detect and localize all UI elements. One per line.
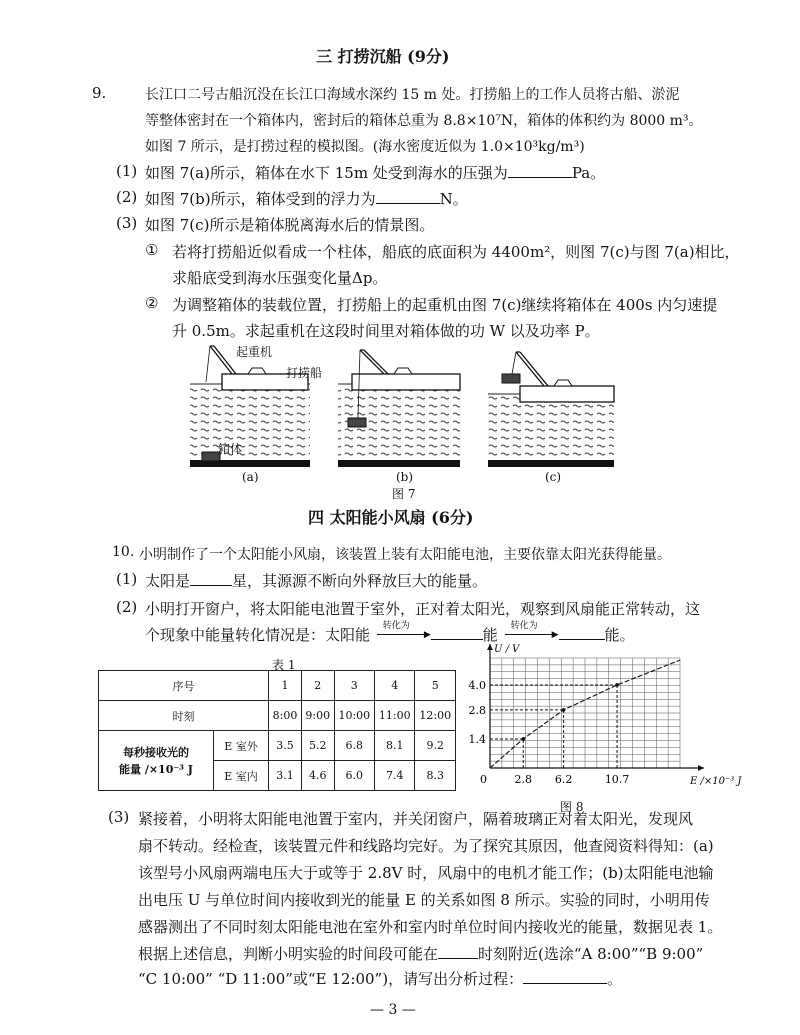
crane-c [516, 352, 548, 386]
energy-label-line-2: 能量 /×10⁻³ J [118, 762, 194, 776]
data-point [562, 708, 566, 712]
table-row-number [99, 671, 456, 701]
outdoor-1: 3.5 [269, 731, 302, 761]
part-1-mark: ① [145, 241, 159, 259]
part-2-line-2: 升 0.5m。求起重机在这段时间里对箱体做的功 W 以及功率 P。 [172, 322, 600, 340]
subfigure-b-label: (b) [396, 470, 414, 484]
x-axis-label: E /×10⁻³ J [690, 776, 742, 787]
part-10-2-number: (2) [116, 598, 138, 616]
time-2: 9:00 [301, 701, 334, 731]
part-10-3-final-end: 。 [607, 970, 623, 988]
column-5: 5 [415, 671, 456, 701]
answer-blank-buoyancy[interactable] [376, 189, 440, 204]
question-9-line-3: 如图 7 所示，是打捞过程的模拟图。(海水密度近似为 1.0×10³kg/m³) [145, 139, 585, 155]
subquestion-3-number: (3) [116, 214, 138, 232]
arrow-2-label: 转化为 [510, 621, 538, 631]
part-10-3-number: (3) [108, 808, 130, 826]
box-b [348, 418, 366, 427]
salvage-ship-c [520, 386, 614, 402]
part-10-2-line-2 [145, 621, 635, 645]
time-1: 8:00 [269, 701, 302, 731]
question-9-line-1: 长江口二号古船沉没在长江口海域水深约 15 m 处。打捞船上的工作人员将古船、淤泥 [145, 87, 680, 103]
indoor-5: 8.3 [415, 761, 456, 791]
x-tick-label: 10.7 [604, 773, 630, 786]
energy-label-line-1: 每秒接收光的 [123, 745, 189, 759]
box-c [502, 374, 520, 383]
answer-blank-energy-1[interactable] [431, 625, 483, 640]
answer-blank-time[interactable] [438, 944, 478, 959]
part-10-2-pre: 个现象中能量转化情况是：太阳能 [145, 626, 371, 644]
column-1: 1 [269, 671, 302, 701]
part-10-3-line-1: 紧接着，小明将太阳能电池置于室内，并关闭窗户，隔着玻璃正对着太阳光，发现风 [138, 810, 694, 828]
answer-blank-star-type[interactable] [190, 571, 232, 586]
part-10-3-line-5: 感器测出了不同时刻太阳能电池在室外和室内时单位时间内接收光的能量，数据见表 1。 [138, 918, 723, 936]
table-row-time [99, 701, 456, 731]
part-10-3-line-4: 出电压 U 与单位时间内接收到光的能量 E 的关系如图 8 所示。实验的同时，小明用传 [138, 891, 710, 909]
subquestion-1-number: (1) [116, 162, 138, 180]
subquestion-1-unit: Pa。 [571, 164, 606, 182]
box-label: 箱体 [218, 442, 243, 456]
indoor-label: E 室内 [214, 761, 269, 791]
subquestion-1 [145, 162, 605, 183]
time-cell: 时刻 [99, 701, 269, 731]
indoor-1: 3.1 [269, 761, 302, 791]
subquestion-1-text: 如图 7(a)所示，箱体在水下 15m 处受到海水的压强为 [145, 164, 508, 182]
column-2: 2 [301, 671, 334, 701]
column-3: 3 [334, 671, 374, 701]
outdoor-5: 9.2 [415, 731, 456, 761]
figure-8-chart [460, 644, 742, 796]
part-1-line-1: 若将打捞船近似看成一个柱体，船底的底面积为 4400m²，则图 7(c)与图 7(a)相比， [172, 243, 740, 261]
section-4-title: 四 太阳能小风扇 (6分) [308, 508, 474, 527]
subquestion-3-text: 如图 7(c)所示是箱体脱离海水后的情景图。 [145, 216, 435, 234]
subquestion-2-number: (2) [116, 188, 138, 206]
part-1-line-2: 求船底受到海水压强变化量Δp。 [172, 269, 388, 287]
indoor-2: 4.6 [301, 761, 334, 791]
outdoor-4: 8.1 [375, 731, 415, 761]
part-10-2-mid: 能 [482, 626, 498, 644]
x-axis-arrow [698, 765, 704, 771]
conversion-arrow-2: 转化为 ▶ [503, 626, 559, 640]
answer-blank-energy-2[interactable] [559, 625, 605, 640]
subquestion-2-unit: N。 [439, 190, 468, 208]
y-tick-label: 2.8 [468, 703, 486, 717]
indoor-4: 7.4 [375, 761, 415, 791]
outdoor-2: 5.2 [301, 731, 334, 761]
table-1-caption: 表 1 [272, 658, 296, 672]
crane-label: 起重机 [236, 345, 273, 359]
ship-label: 打捞船 [286, 366, 323, 380]
outdoor-3: 6.8 [334, 731, 374, 761]
part-10-3-final-pre: “C 10:00” “D 11:00”或“E 12:00”)，请写出分析过程： [138, 970, 524, 988]
panel-b [338, 350, 460, 467]
answer-blank-analysis[interactable] [523, 969, 607, 984]
x-tick-label: 6.2 [554, 773, 573, 786]
part-2-line-1: 为调整箱体的装载位置，打捞船上的起重机由图 7(c)继续将箱体在 400s 内匀速提 [172, 296, 718, 314]
subfigure-a-label: (a) [242, 470, 259, 484]
page-number: — 3 — [370, 1002, 416, 1018]
origin-label: 0 [480, 773, 487, 786]
question-9-number: 9. [92, 84, 107, 102]
part-10-2-line-1: 小明打开窗户，将太阳能电池置于室外，正对着太阳光，观察到风扇能正常转动，这 [145, 600, 701, 618]
time-4: 11:00 [375, 701, 415, 731]
part-10-3-line-2: 扇不转动。经检查，该装置元件和线路均完好。为了探究其原因，他查阅资料得知：(a) [138, 837, 714, 855]
figure-7-caption: 图 7 [392, 487, 416, 501]
y-axis-label: U / V [494, 644, 520, 655]
subfigure-c-label: (c) [545, 470, 562, 484]
indoor-3: 6.0 [334, 761, 374, 791]
crane-a [210, 346, 236, 374]
y-tick-label: 1.4 [468, 732, 486, 746]
part-10-1-post: 星，其源源不断向外释放巨大的能量。 [232, 572, 488, 590]
question-10-text: 小明制作了一个太阳能小风扇，该装置上装有太阳能电池，主要依靠太阳光获得能量。 [139, 547, 671, 563]
time-3: 10:00 [334, 701, 374, 731]
data-point [615, 683, 619, 687]
question-10-number: 10. [112, 544, 135, 560]
crane-b [360, 350, 388, 374]
section-3-title: 三 打捞沉船 (9分) [316, 47, 450, 66]
part-10-1-pre: 太阳是 [145, 572, 191, 590]
y-tick-label: 4.0 [468, 678, 486, 692]
salvage-ship-b [352, 374, 460, 390]
subquestion-2-text: 如图 7(b)所示，箱体受到的浮力为 [145, 190, 376, 208]
outdoor-label: E 室外 [214, 731, 269, 761]
part-10-3-last-pre: 根据上述信息，判断小明实验的时间段可能在 [138, 945, 439, 963]
subquestion-2 [145, 188, 468, 209]
figure-8-caption: 图 8 [560, 800, 584, 814]
part-10-1-number: (1) [116, 570, 138, 588]
data-point [521, 737, 525, 741]
table-row-outdoor [99, 731, 456, 761]
question-9-line-2: 等整体密封在一个箱体内，密封后的箱体总重为 8.8×10⁷N，箱体的体积约为 8000 m³。 [145, 113, 703, 129]
arrow-1-label: 转化为 [382, 621, 410, 631]
part-10-1 [145, 570, 487, 591]
part-2-mark: ② [145, 294, 159, 312]
x-tick-label: 2.8 [514, 773, 532, 786]
part-10-3-line-3: 该型号小风扇两端电压大于或等于 2.8V 时，风扇中的电机才能工作；(b)太阳能电池输 [138, 864, 714, 882]
energy-label-cell [99, 731, 214, 791]
conversion-arrow-1: 转化为 ▶ [375, 626, 431, 640]
answer-blank-pressure[interactable] [508, 163, 572, 178]
panel-c [488, 352, 614, 467]
table-1 [98, 670, 456, 791]
column-4: 4 [375, 671, 415, 701]
part-10-3-last-mid: 时刻附近(选涂“A 8:00”“B 9:00” [478, 945, 704, 963]
time-5: 12:00 [415, 701, 456, 731]
part-10-2-end: 能。 [604, 626, 635, 644]
part-10-3-line-6 [138, 943, 703, 964]
header-cell: 序号 [99, 671, 269, 701]
part-10-3-line-7 [138, 968, 622, 989]
